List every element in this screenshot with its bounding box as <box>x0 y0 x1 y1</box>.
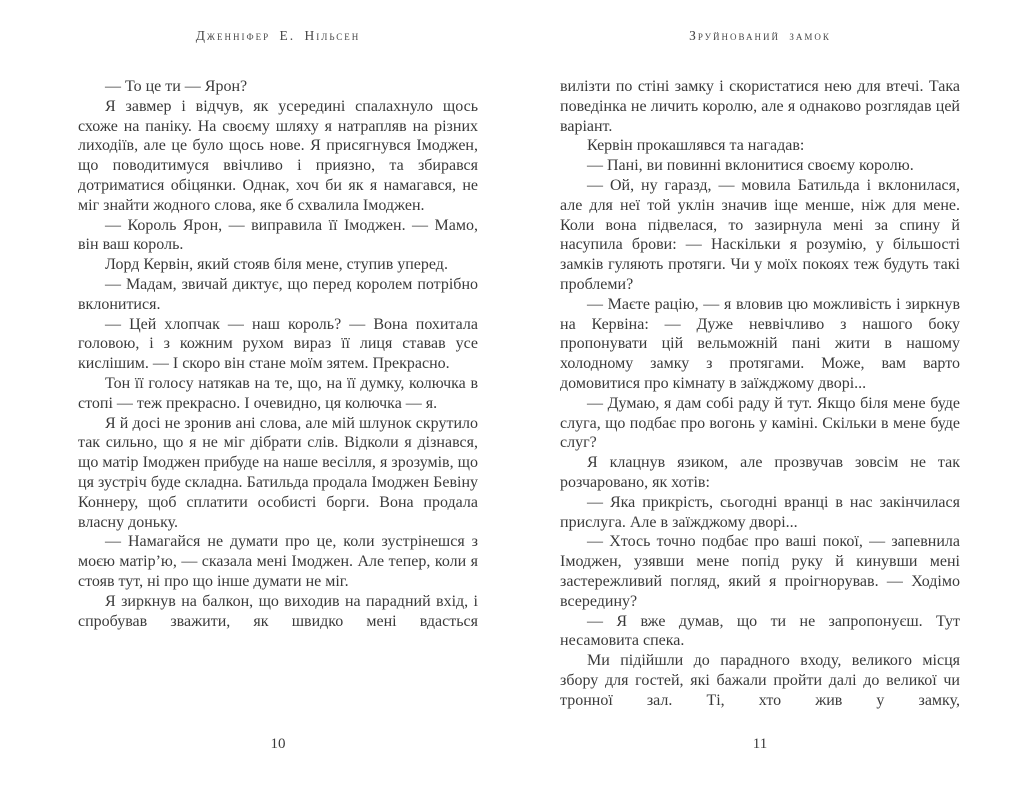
paragraph: — Я вже думав, що ти не запропонуєш. Тут несамовита спека. <box>560 612 960 650</box>
paragraph: — Пані, ви повинні вклонитися своєму королю. <box>587 157 914 175</box>
paragraph: — Яка прикрість, сьогодні вранці в нас закінчилася прислуга. Але в заїжджому дворі... <box>560 493 960 531</box>
right-page-text <box>560 77 960 730</box>
paragraph: — Думаю, я дам собі раду й тут. Якщо біля мене буде слуга, що подбає про вогонь у каміні. Скільки в мене буде слуг? <box>560 394 960 452</box>
paragraph: Я й досі не зронив ані слова, але мій шлунок скрутило так сильно, що я не міг дібрати слів. Відколи я дізнався, що матір Імоджен прибуде на наше весілля, я зрозумів, що ця зустріч буде складна. Батильда продала Імоджен Бевіну Коннеру, щоб сплатити особисті борги. Вона продала власну доньку. <box>78 414 478 531</box>
page-number-left: 10 <box>270 736 286 752</box>
paragraph: — Король Ярон, — виправила її Імоджен. — Мамо, він ваш король. <box>78 216 478 254</box>
paragraph: Я зиркнув на балкон, що виходив на парадний вхід, і спробував зважити, як швидко мені вдасться <box>78 592 478 630</box>
running-header-author: Дженніфер Е. Нільсен <box>195 28 361 43</box>
paragraph: Тон її голосу натякав на те, що, на її думку, колючка в стопі — теж прекрасно. І очевидно, ця колючка — я. <box>78 374 478 412</box>
paragraph: Я клацнув язиком, але прозвучав зовсім не так розчаровано, як хотів: <box>560 454 960 491</box>
paragraph: — Намагайся не думати про це, коли зустрінешся з моєю матір’ю, — сказала мені Імоджен. Але тепер, коли я стояв тут, ні про що інше думати не міг. <box>78 533 478 590</box>
paragraph: Кервін прокашлявся та нагадав: <box>587 137 805 155</box>
left-page <box>78 0 478 788</box>
paragraph: — Маєте рацію, — я вловив цю можливість і зиркнув на Кервіна: — Дуже неввічливо з нашого боку пропонувати цій вельможній пані жити в нашому холодному замку з протягами. Може, вам варто домовитися про кімнату в заїжджому дворі... <box>560 295 960 392</box>
paragraph: — Мадам, звичай диктує, що перед королем потрібно вклонитися. <box>78 275 478 313</box>
paragraph: Ми підійшли до парадного входу, великого місця збору для гостей, які бажали пройти далі до великої чи тронної зал. Ті, хто жив у замку, <box>560 652 960 709</box>
paragraph: Лорд Кервін, який стояв біля мене, ступив уперед. <box>105 256 448 274</box>
paragraph: — То це ти — Ярон? <box>105 78 248 95</box>
running-header-title: Зруйнований замок <box>689 28 831 43</box>
paragraph: Я завмер і відчув, як усередині спалахнуло щось схоже на паніку. На своєму шляху я натрапляв на різних лиходіїв, але це було щось нове. Я присягнувся Імоджен, що поводитимуся ввічливо і приязно, та збирався дотриматися обіцянки. Однак, хоч би як я намагався, не міг знайти жодного слова, яке б схвалила Імоджен. <box>78 97 478 214</box>
page-number-right: 11 <box>752 736 768 752</box>
right-page <box>560 0 960 788</box>
paragraph: вилізти по стіні замку і скористатися нею для втечі. Така поведінка не личить королю, але я однаково розглядав цей варіант. <box>560 78 960 135</box>
paragraph: — Хтось точно подбає про ваші покої, — запевнила Імоджен, узявши мене попід руку й кинувши мені застережливий погляд, який я проігнорував. — Ходімо всередину? <box>560 533 960 610</box>
paragraph: — Ой, ну гаразд, — мовила Батильда і вклонилася, але для неї той уклін значив іще менше, ніж для мене. Коли вона підвелася, то зазирнула мені за спину й насупила брови: — Наскільки я розумію, у більшості замків гуляють протяги. Чи у моїх покоях теж будуть такі проблеми? <box>560 176 960 293</box>
left-page-text <box>78 77 478 730</box>
paragraph: — Цей хлопчак — наш король? — Вона похитала головою, і з кожним рухом вираз її лиця ставав усе кислішим. — І скоро він стане моїм зятем. Прекрасно. <box>78 315 478 373</box>
